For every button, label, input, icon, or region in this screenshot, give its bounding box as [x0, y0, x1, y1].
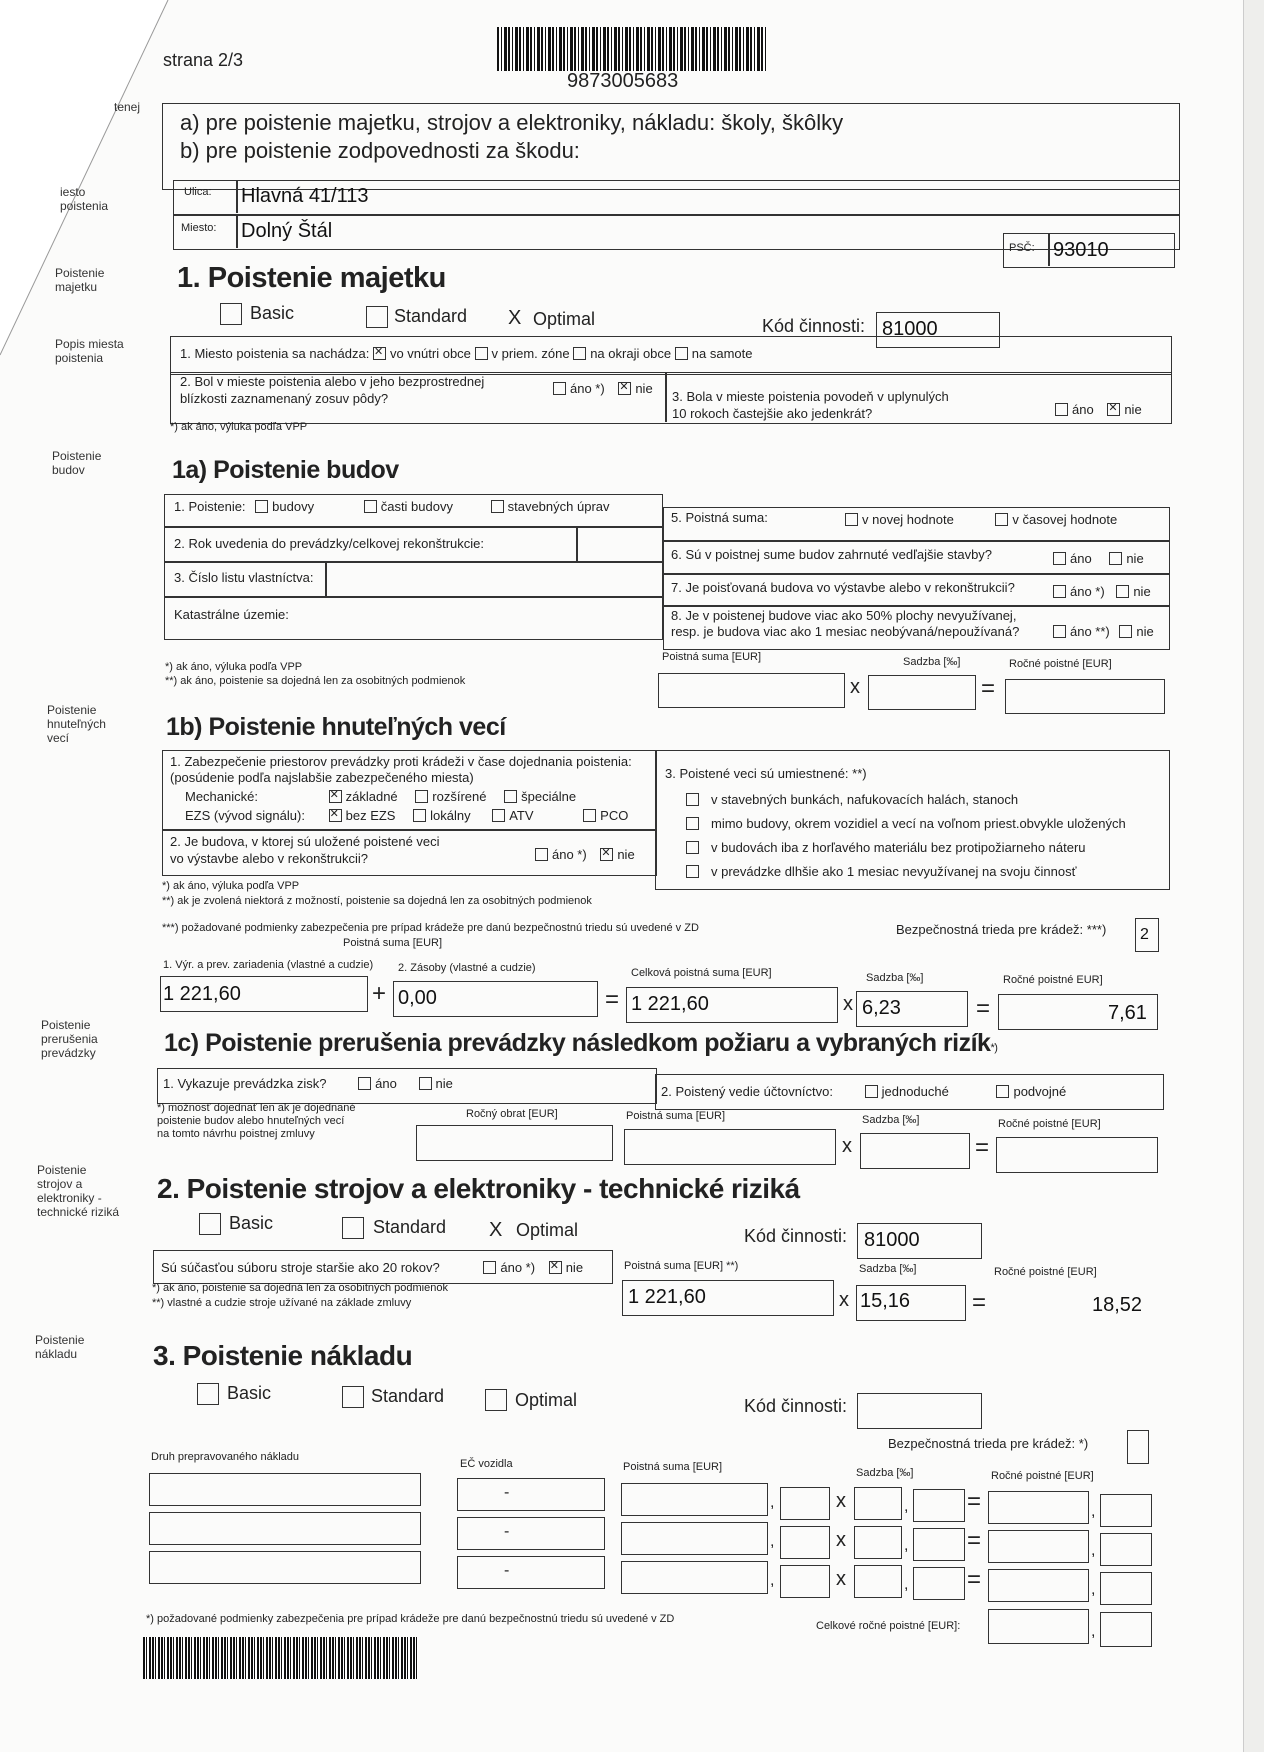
ulica-label: Ulica: [184, 186, 212, 198]
s1a-r6: 6. Sú v poistnej sume budov zahrnuté vedľajšie stavby? [671, 547, 993, 562]
s2-ano-label: áno *) [500, 1260, 536, 1275]
s1a-r5-opts [845, 512, 1117, 527]
s2-standard-label: Standard [373, 1217, 447, 1237]
s2-standard-checkbox[interactable] [342, 1217, 364, 1239]
s1b-v1-label: 1. Výr. a prev. zariadenia (vlastné a cudzie) [163, 959, 374, 971]
section-3-title: 3. Poistenie nákladu [153, 1340, 413, 1371]
psc-label: PSČ: [1009, 242, 1035, 254]
q3-b-label: mimo budovy, okrem vozidiel a vecí na voľnom priest.obvykle uložených [711, 816, 1126, 831]
s1c-x-sign: x [842, 1135, 852, 1157]
s1a-r3-divider [325, 561, 327, 597]
s1c-q1-label: 1. Vykazuje prevádzka zisk? [163, 1076, 327, 1091]
optimal-label: Optimal [533, 309, 596, 329]
s1-q-divider [665, 372, 667, 422]
q3-a-label: v stavebných bunkách, nafukovacích halách, stanoch [711, 792, 1019, 807]
s1b-q3-a [686, 792, 1018, 807]
s1b-q2-ano-checkbox[interactable] [535, 848, 548, 861]
s1c-sadzba-label: Sadzba [‰] [862, 1114, 920, 1126]
s1c-ps-field[interactable] [624, 1129, 836, 1165]
mesto-field[interactable]: Dolný Štál [241, 220, 333, 242]
q1-okraj-obce-checkbox[interactable] [573, 347, 586, 360]
s1a-sadzba-label: Sadzba [‰] [903, 656, 961, 668]
s1c-obrat-field[interactable] [416, 1125, 613, 1161]
s2-fn2: **) vlastné a cudzie stroje užívané na základe zmluvy [152, 1297, 412, 1309]
q3-nie-checkbox[interactable] [1107, 403, 1120, 416]
q3-a-checkbox[interactable] [686, 793, 699, 806]
q2-ano-checkbox[interactable] [553, 382, 566, 395]
sidebar-poistenie-hnutelnych: Poistenie hnuteľných vecí [47, 703, 106, 745]
s1a-r7-opts [1053, 584, 1151, 599]
ezs-pco-label: PCO [600, 808, 629, 823]
q2-nie-checkbox[interactable] [618, 382, 631, 395]
stavebnych-uprav-checkbox[interactable] [491, 500, 504, 513]
s1b-fn3: ***) požadované podmienky zabezpečenia pre prípad krádeže pre danú bezpečnostnú triedu sú uvedené v ZD [162, 922, 699, 934]
s1-q2-answers [553, 381, 653, 396]
eq-sign: = [967, 1527, 982, 1554]
s3-kod-field[interactable] [857, 1393, 982, 1429]
s3-standard-checkbox[interactable] [342, 1386, 364, 1408]
q3-nie-label: nie [1124, 402, 1142, 417]
page-label: strana 2/3 [163, 50, 244, 70]
q3-c-label: v budovách iba z horľavého materiálu bez protipožiarneho náteru [711, 840, 1086, 855]
s3-bt-field[interactable] [1127, 1430, 1149, 1464]
s2-ano-checkbox[interactable] [483, 1261, 496, 1274]
q1-priem-zone-checkbox[interactable] [475, 347, 488, 360]
eq-sign: = [967, 1488, 982, 1515]
s3-basic-label: Basic [227, 1383, 272, 1403]
section-1c-title-text: 1c) Poistenie prerušenia prevádzky následkom požiaru a vybraných rizík [164, 1029, 991, 1057]
s1b-eq1-sign: = [605, 986, 620, 1013]
ps-field[interactable] [621, 1522, 768, 1555]
r8-nie-label: nie [1136, 624, 1154, 639]
casti-budovy-label: časti budovy [380, 499, 453, 514]
s1c-nie-checkbox[interactable] [419, 1077, 432, 1090]
mech-specialne-label: špeciálne [521, 789, 577, 804]
section-2-title: 2. Poistenie strojov a elektroniky - technické riziká [157, 1173, 800, 1204]
s2-optimal-x-mark[interactable]: X [489, 1219, 503, 1241]
ulica-divider [236, 180, 238, 213]
sadzba-dec-field[interactable] [913, 1528, 965, 1561]
s3-ps-label: Poistná suma [EUR] [623, 1461, 723, 1473]
r7-ano-checkbox[interactable] [1053, 585, 1066, 598]
q3-d-checkbox[interactable] [686, 865, 699, 878]
casova-hodnota-label: v časovej hodnote [1012, 512, 1118, 527]
q3-ano-checkbox[interactable] [1055, 403, 1068, 416]
r6-nie-label: nie [1126, 551, 1144, 566]
s2-q [161, 1260, 583, 1275]
mech-zakladne-label: základné [345, 789, 398, 804]
s1a-rocne-label: Ročné poistné [EUR] [1009, 658, 1112, 670]
s1a-r5: 5. Poistná suma: [671, 510, 768, 525]
s1a-x-sign: x [850, 676, 860, 698]
ezs-atv-checkbox[interactable] [492, 809, 505, 822]
ezs-bez-checkbox[interactable] [329, 809, 342, 822]
s1b-q2-nie-label: nie [617, 847, 635, 862]
s1-q1-label: 1. Miesto poistenia sa nachádza: [180, 346, 370, 361]
x-sign: x [836, 1529, 846, 1551]
s1c-q2-label: 2. Poistený vedie účtovníctvo: [661, 1084, 833, 1099]
ezs-lokalny-label: lokálny [430, 808, 471, 823]
sidebar-poistenie-budov: Poistenie budov [52, 449, 102, 477]
q2-ano-label: áno *) [570, 381, 605, 396]
mech-rozsirene-label: rozšírené [432, 789, 487, 804]
s2-ps-field[interactable]: 1 221,60 [628, 1286, 706, 1308]
s1b-q3-b [686, 816, 1126, 831]
s1-footnote: *) ak áno, výluka podľa VPP [170, 421, 308, 433]
basic-label: Basic [250, 303, 295, 323]
eq-sign: = [967, 1566, 982, 1593]
q1-okraj-obce-label: na okraji obce [590, 346, 672, 361]
ulica-field[interactable]: Hlavná 41/113 [241, 185, 369, 207]
mesto-label: Miesto: [181, 222, 217, 234]
casti-budovy-checkbox[interactable] [364, 500, 377, 513]
s1b-rocne-field[interactable]: 7,61 [1108, 1002, 1147, 1024]
section-1a-title: 1a) Poistenie budov [172, 456, 399, 484]
standard-checkbox[interactable] [366, 306, 388, 328]
s1a-l-line2 [164, 561, 663, 563]
ps-dec-field[interactable] [780, 1487, 830, 1520]
r7-nie-label: nie [1133, 584, 1151, 599]
s1b-q2: 2. Je budova, v ktorej sú uložené poistené veci vo výstavbe alebo v rekonštrukcii? [170, 834, 440, 866]
s1c-ano-label: áno [375, 1076, 397, 1091]
s2-sadzba-label: Sadzba [‰] [859, 1263, 917, 1275]
s1b-sadzba-label: Sadzba [‰] [866, 972, 924, 984]
rocne-comma: , [1091, 1581, 1096, 1598]
ps-comma: , [770, 1533, 775, 1550]
s1-q1-text [180, 346, 752, 361]
ezs-bez-label: bez EZS [345, 808, 396, 823]
q1-priem-zone-label: v priem. zóne [491, 346, 570, 361]
q3-b-checkbox[interactable] [686, 817, 699, 830]
r6-ano-label: áno [1070, 551, 1092, 566]
sadzba-field[interactable] [854, 1565, 902, 1598]
s1b-q2-nie-checkbox[interactable] [600, 848, 613, 861]
r8-ano-checkbox[interactable] [1053, 625, 1066, 638]
s1c-ps-label: Poistná suma [EUR] [626, 1110, 726, 1122]
s2-q-label: Sú súčasťou súboru stroje staršie ako 20 rokov? [161, 1260, 440, 1275]
mech-specialne-checkbox[interactable] [504, 790, 517, 803]
s2-kod-label: Kód činnosti: [744, 1226, 848, 1246]
rocne-dec-field[interactable] [1100, 1572, 1152, 1605]
s3-optimal-label: Optimal [515, 1390, 578, 1410]
barcode-number: 9873005683 [567, 70, 679, 92]
folded-corner [0, 0, 170, 360]
s1b-q3-d [686, 864, 1076, 879]
sadzba-dec-field[interactable] [913, 1489, 965, 1522]
x-sign: x [836, 1490, 846, 1512]
s1b-sadzba-field[interactable]: 6,23 [862, 997, 901, 1019]
s2-basic-checkbox[interactable] [199, 1213, 221, 1235]
sidebar-poistenie-nakladu: Poistenie nákladu [35, 1333, 85, 1361]
rocne-comma: , [1091, 1542, 1096, 1559]
s1a-fn1: *) ak áno, výluka podľa VPP [165, 661, 303, 673]
s3-basic-checkbox[interactable] [197, 1383, 219, 1405]
sidebar-poistenie-majetku: Poistenie majetku [55, 266, 105, 294]
basic-checkbox[interactable] [220, 303, 242, 325]
sidebar-popis-miesta: Popis miesta poistenia [55, 337, 124, 365]
r7-nie-checkbox[interactable] [1116, 585, 1129, 598]
mesto-divider [236, 215, 238, 248]
sidebar-poistenie-prerusenia: Poistenie prerušenia prevádzky [41, 1018, 98, 1060]
s1c-obrat-label: Ročný obrat [EUR] [466, 1108, 558, 1120]
stavebnych-uprav-label: stavebných úprav [507, 499, 610, 514]
sadzba-field[interactable] [854, 1526, 902, 1559]
sadzba-field[interactable] [854, 1487, 902, 1520]
s3-total-field[interactable] [988, 1609, 1089, 1644]
rok-uvedenia-field[interactable] [577, 527, 661, 561]
s3-total-comma: , [1091, 1623, 1096, 1640]
sadzba-dec-field[interactable] [913, 1567, 965, 1600]
s1a-sadzba-field[interactable] [868, 675, 976, 710]
r6-nie-checkbox[interactable] [1109, 552, 1122, 565]
s1a-r6-opts [1053, 551, 1144, 566]
s1b-total-field[interactable]: 1 221,60 [631, 993, 709, 1015]
s2-kod-field[interactable]: 81000 [864, 1229, 920, 1251]
s1a-fn2: **) ak áno, poistenie sa dojedná len za osobitných podmienok [165, 675, 466, 687]
s1b-eq2-sign: = [976, 995, 991, 1022]
sadzba-comma: , [904, 1576, 909, 1593]
s1a-r-line2 [663, 573, 1170, 575]
s2-ps-label: Poistná suma [EUR] **) [624, 1260, 739, 1272]
s1b-v2-label: 2. Zásoby (vlastné a cudzie) [398, 962, 536, 974]
ps-comma: , [770, 1572, 775, 1589]
page-right-edge [1243, 0, 1264, 1752]
s1b-v2-field[interactable]: 0,00 [398, 987, 437, 1009]
s1b-q1: 1. Zabezpečenie priestorov prevádzky proti krádeži v čase dojednania poistenia: (posúdenie podľa najslabšie zabezpečeného miesta) [170, 754, 632, 785]
s1c-q1 [163, 1076, 453, 1091]
ps-comma: , [770, 1494, 775, 1511]
ec-dash: - [504, 1562, 510, 1579]
s1a-r2: 2. Rok uvedenia do prevádzky/celkovej rekonštrukcie: [174, 536, 484, 551]
s2-basic-label: Basic [229, 1213, 274, 1233]
sadzba-comma: , [904, 1537, 909, 1554]
s3-total-dec-field[interactable] [1100, 1612, 1152, 1647]
s2-sadzba-field[interactable]: 15,16 [860, 1290, 911, 1312]
s3-kod-label: Kód činnosti: [744, 1396, 848, 1416]
s1c-nie-label: nie [435, 1076, 453, 1091]
jednoduche-label: jednoduché [881, 1084, 949, 1099]
s3-footnote: *) požadované podmienky zabezpečenia pre prípad krádeže pre danú bezpečnostnú triedu sú uvedené v ZD [146, 1613, 675, 1625]
s1c-q2 [661, 1084, 1066, 1099]
druh-field[interactable] [149, 1551, 421, 1584]
section-1-title: 1. Poistenie majetku [177, 262, 446, 294]
s1b-total-label: Celková poistná suma [EUR] [631, 967, 772, 979]
rocne-dec-field[interactable] [1100, 1533, 1152, 1566]
s2-fn1: *) ak áno, poistenie sa dojedná len za osobitných podmienok [152, 1282, 448, 1294]
ps-field[interactable] [621, 1561, 768, 1594]
s2-rocne-field[interactable]: 18,52 [1092, 1294, 1143, 1316]
s1b-plus-sign: + [372, 980, 387, 1007]
s1b-q2-opts [535, 847, 635, 862]
druh-field[interactable] [149, 1473, 421, 1506]
s1c-eq-sign: = [975, 1134, 990, 1161]
ezs-atv-label: ATV [509, 808, 534, 823]
s1b-x-sign: x [843, 993, 853, 1015]
psc-divider [1048, 233, 1050, 266]
bottom-barcode [143, 1637, 418, 1679]
ezs-pco-checkbox[interactable] [583, 809, 596, 822]
s2-optimal-label: Optimal [516, 1220, 579, 1240]
s1b-fn2: **) ak je zvolená niektorá z možností, poistenie sa dojedná len za osobitných podmienok [162, 895, 592, 907]
kod-cinnosti-field[interactable]: 81000 [882, 318, 938, 340]
mech-label: Mechanické: [185, 789, 258, 804]
ec-field[interactable] [457, 1517, 605, 1550]
rocne-field[interactable] [988, 1530, 1089, 1563]
r6-ano-checkbox[interactable] [1053, 552, 1066, 565]
s1a-r1-label: 1. Poistenie: [174, 499, 246, 514]
rocne-field[interactable] [988, 1491, 1089, 1524]
q1-vnutri-obce-checkbox[interactable] [373, 347, 386, 360]
s1a-r8: 8. Je v poistenej budove viac ako 50% plochy nevyužívanej, resp. je budova viac ako 1 mesiac neobývaná/nepoužívaná? [671, 608, 1020, 639]
s1a-r1 [174, 499, 610, 514]
s3-standard-label: Standard [371, 1386, 445, 1406]
s1-q3-answers [1055, 402, 1142, 417]
s3-rocne-label: Ročné poistné [EUR] [991, 1470, 1094, 1482]
s1a-r-line1 [663, 540, 1170, 542]
section-1c-title [164, 1029, 997, 1058]
section-1b-title: 1b) Poistenie hnuteľných vecí [166, 713, 506, 741]
s1b-q3-c [686, 840, 1086, 855]
q1-vnutri-obce-label: vo vnútri obce [389, 346, 471, 361]
s2-x-sign: x [839, 1289, 849, 1311]
s1a-r-line3 [663, 605, 1170, 607]
ezs-label: EZS (vývod signálu): [185, 808, 305, 823]
ps-dec-field[interactable] [780, 1565, 830, 1598]
header-line-a: a) pre poistenie majetku, strojov a elektroniky, nákladu: školy, škôlky [180, 110, 844, 135]
s1a-eq-sign: = [981, 675, 996, 702]
mech-zakladne-checkbox[interactable] [329, 790, 342, 803]
ec-dash: - [504, 1484, 510, 1501]
ezs-lokalny-checkbox[interactable] [413, 809, 426, 822]
sidebar-cut-text: tenej [114, 100, 141, 114]
ec-field[interactable] [457, 1478, 605, 1511]
mech-rozsirene-checkbox[interactable] [415, 790, 428, 803]
s1b-mech-row [185, 789, 576, 804]
s1a-r3: 3. Číslo listu vlastníctva: [174, 570, 314, 585]
optimal-x-mark[interactable]: X [508, 307, 522, 329]
kod-cinnosti-label: Kód činnosti: [762, 316, 866, 336]
s1b-ps-header: Poistná suma [EUR] [343, 937, 443, 949]
sadzba-comma: , [904, 1498, 909, 1515]
q3-d-label: v prevádzke dlhšie ako 1 mesiac nevyužívanej na svoju činnosť [711, 864, 1077, 879]
s1-q2-text: 2. Bol v mieste poistenia alebo v jeho bezprostrednej blízkosti zaznamenaný zosuv pôdy? [180, 374, 485, 406]
s3-bt-label: Bezpečnostná trieda pre krádež: *) [888, 1436, 1089, 1451]
s2-nie-label: nie [565, 1260, 584, 1275]
section-1c-title-mark: *) [990, 1042, 998, 1054]
r7-ano-label: áno *) [1070, 584, 1105, 599]
podvojne-label: podvojné [1013, 1084, 1067, 1099]
q1-samota-label: na samote [691, 346, 753, 361]
s1a-ps-field[interactable] [658, 673, 845, 708]
s1c-footnote: *) možnosť dojednať len ak je dojednané poistenie budov alebo hnuteľných vecí na tomto návrhu poistnej zmluvy [157, 1102, 356, 1140]
budovy-label: budovy [272, 499, 315, 514]
nova-hodnota-checkbox[interactable] [845, 513, 858, 526]
s1c-sadzba-field[interactable] [860, 1133, 970, 1169]
standard-label: Standard [394, 306, 468, 326]
druh-field[interactable] [149, 1512, 421, 1545]
s1a-l-line3 [164, 596, 663, 598]
s1b-ezs-row [185, 808, 628, 823]
s1a-r4: Katastrálne územie: [174, 607, 289, 622]
s1a-rocne-field[interactable] [1005, 679, 1165, 714]
s1b-q3: 3. Poistené veci sú umiestnené: **) [665, 766, 867, 781]
sidebar-miesto-poistenia: iesto poistenia [60, 185, 109, 213]
s1-q3-text: 3. Bola v mieste poistenia povodeň v uplynulých 10 rokoch častejšie ako jedenkrát? [672, 389, 949, 421]
ec-dash: - [504, 1523, 510, 1540]
q2-nie-label: nie [635, 381, 653, 396]
q1-samota-checkbox[interactable] [675, 347, 688, 360]
s1a-r7: 7. Je poisťovaná budova vo výstavbe alebo v rekonštrukcii? [671, 580, 1015, 595]
s2-nie-checkbox[interactable] [549, 1261, 562, 1274]
budovy-checkbox[interactable] [255, 500, 268, 513]
s3-ec-label: EČ vozidla [460, 1458, 513, 1470]
jednoduche-checkbox[interactable] [865, 1085, 878, 1098]
s1b-bt-label: Bezpečnostná trieda pre krádež: ***) [896, 922, 1107, 937]
top-barcode [497, 27, 767, 71]
ps-dec-field[interactable] [780, 1526, 830, 1559]
r8-ano-label: áno **) [1070, 624, 1110, 639]
s3-total-label: Celkové ročné poistné [EUR]: [816, 1620, 961, 1632]
s1b-rocne-label: Ročné poistné EUR] [1003, 974, 1103, 986]
s1b-v1-field[interactable]: 1 221,60 [163, 983, 241, 1005]
r8-nie-checkbox[interactable] [1119, 625, 1132, 638]
s3-druh-label: Druh prepravovaného nákladu [151, 1451, 299, 1463]
s1b-l-line [162, 829, 657, 831]
q3-ano-label: áno [1072, 402, 1094, 417]
s2-eq-sign: = [972, 1289, 987, 1316]
s1c-rocne-label: Ročné poistné [EUR] [998, 1118, 1101, 1130]
rocne-dec-field[interactable] [1100, 1494, 1152, 1527]
podvojne-checkbox[interactable] [996, 1085, 1009, 1098]
rocne-field[interactable] [988, 1569, 1089, 1602]
s1c-rocne-field[interactable] [996, 1137, 1158, 1173]
casova-hodnota-checkbox[interactable] [995, 513, 1008, 526]
rocne-comma: , [1091, 1503, 1096, 1520]
s2-rocne-label: Ročné poistné [EUR] [994, 1266, 1097, 1278]
psc-field[interactable]: 93010 [1053, 239, 1109, 261]
s1b-q2-ano-label: áno *) [552, 847, 587, 862]
s1c-ano-checkbox[interactable] [358, 1077, 371, 1090]
s1b-fn1: *) ak áno, výluka podľa VPP [162, 880, 300, 892]
ec-field[interactable] [457, 1556, 605, 1589]
q3-c-checkbox[interactable] [686, 841, 699, 854]
s3-optimal-checkbox[interactable] [485, 1389, 507, 1411]
s3-sadzba-label: Sadzba [‰] [856, 1467, 914, 1479]
s1b-bt-field[interactable]: 2 [1140, 926, 1149, 943]
s1a-ps-label: Poistná suma [EUR] [662, 651, 762, 663]
nova-hodnota-label: v novej hodnote [862, 512, 954, 527]
ps-field[interactable] [621, 1483, 768, 1516]
x-sign: x [836, 1568, 846, 1590]
s1a-r8-opts [1053, 624, 1154, 639]
sidebar-poistenie-strojov: Poistenie strojov a elektroniky - technické riziká [37, 1163, 120, 1219]
header-line-b: b) pre poistenie zodpovednosti za škodu: [180, 138, 580, 163]
